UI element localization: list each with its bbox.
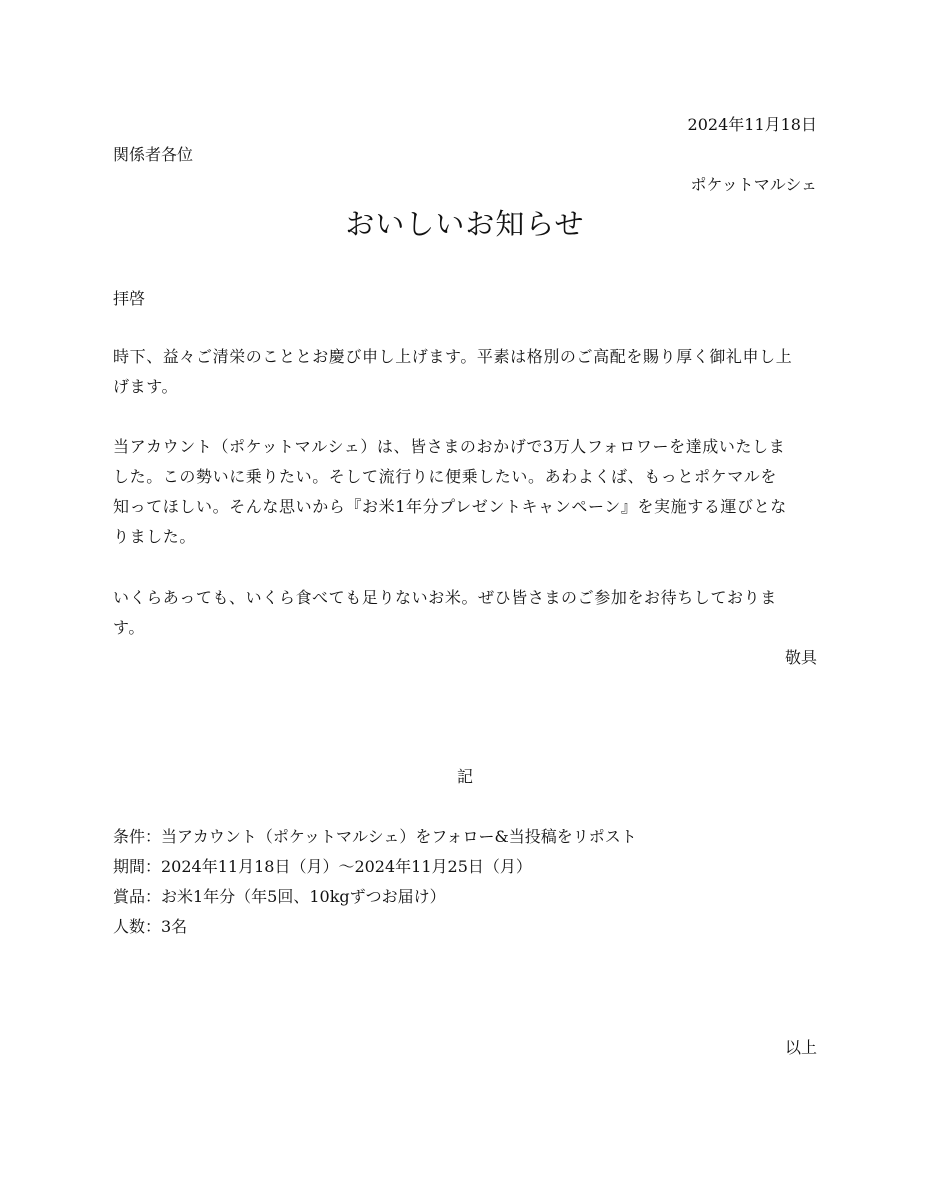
letter-end: 以上 — [784, 1038, 817, 1057]
letter-recipient: 関係者各位 — [113, 145, 194, 164]
detail-period: 期間：2024年11月18日（月）〜2024年11月25日（月） — [113, 857, 532, 876]
detail-conditions: 条件：当アカウント（ポケットマルシェ）をフォロー&当投稿をリポスト — [113, 827, 637, 846]
paragraph-3 — [113, 583, 817, 643]
paragraph-line: す。 — [113, 618, 145, 637]
paragraph-line: 知ってほしい。そんな思いから『お米1年分プレゼントキャンペーン』を実施する運びとな — [113, 497, 787, 516]
paragraph-line: りました。 — [113, 527, 197, 546]
paragraph-line: げます。 — [113, 377, 179, 396]
letter-date: 2024年11月18日 — [687, 115, 817, 134]
paragraph-line: 当アカウント（ポケットマルシェ）は、皆さまのおかげで3万人フォロワーを達成いたしま — [113, 437, 786, 456]
paragraph-2 — [113, 432, 817, 552]
detail-winners: 人数：3名 — [113, 917, 188, 936]
paragraph-line: した。この勢いに乗りたい。そして流行りに便乗したい。あわよくば、もっとポケマルを — [113, 467, 778, 486]
page-title: おいしいお知らせ — [345, 207, 585, 241]
paragraph-line: いくらあっても、いくら食べても足りないお米。ぜひ皆さまのご参加をお待ちしておりま — [113, 588, 777, 607]
closing-salutation: 敬具 — [784, 648, 817, 667]
letter-sender: ポケットマルシェ — [690, 175, 817, 194]
opening-salutation: 拝啓 — [113, 289, 146, 308]
letter-page — [113, 0, 817, 1200]
ki-heading: 記 — [456, 767, 473, 786]
paragraph-line: 時下、益々ご清栄のこととお慶び申し上げます。平素は格別のご高配を賜り厚く御礼申し上 — [113, 347, 793, 366]
paragraph-1 — [113, 342, 817, 402]
detail-prize: 賞品：お米1年分（年5回、10kgずつお届け） — [113, 887, 446, 906]
